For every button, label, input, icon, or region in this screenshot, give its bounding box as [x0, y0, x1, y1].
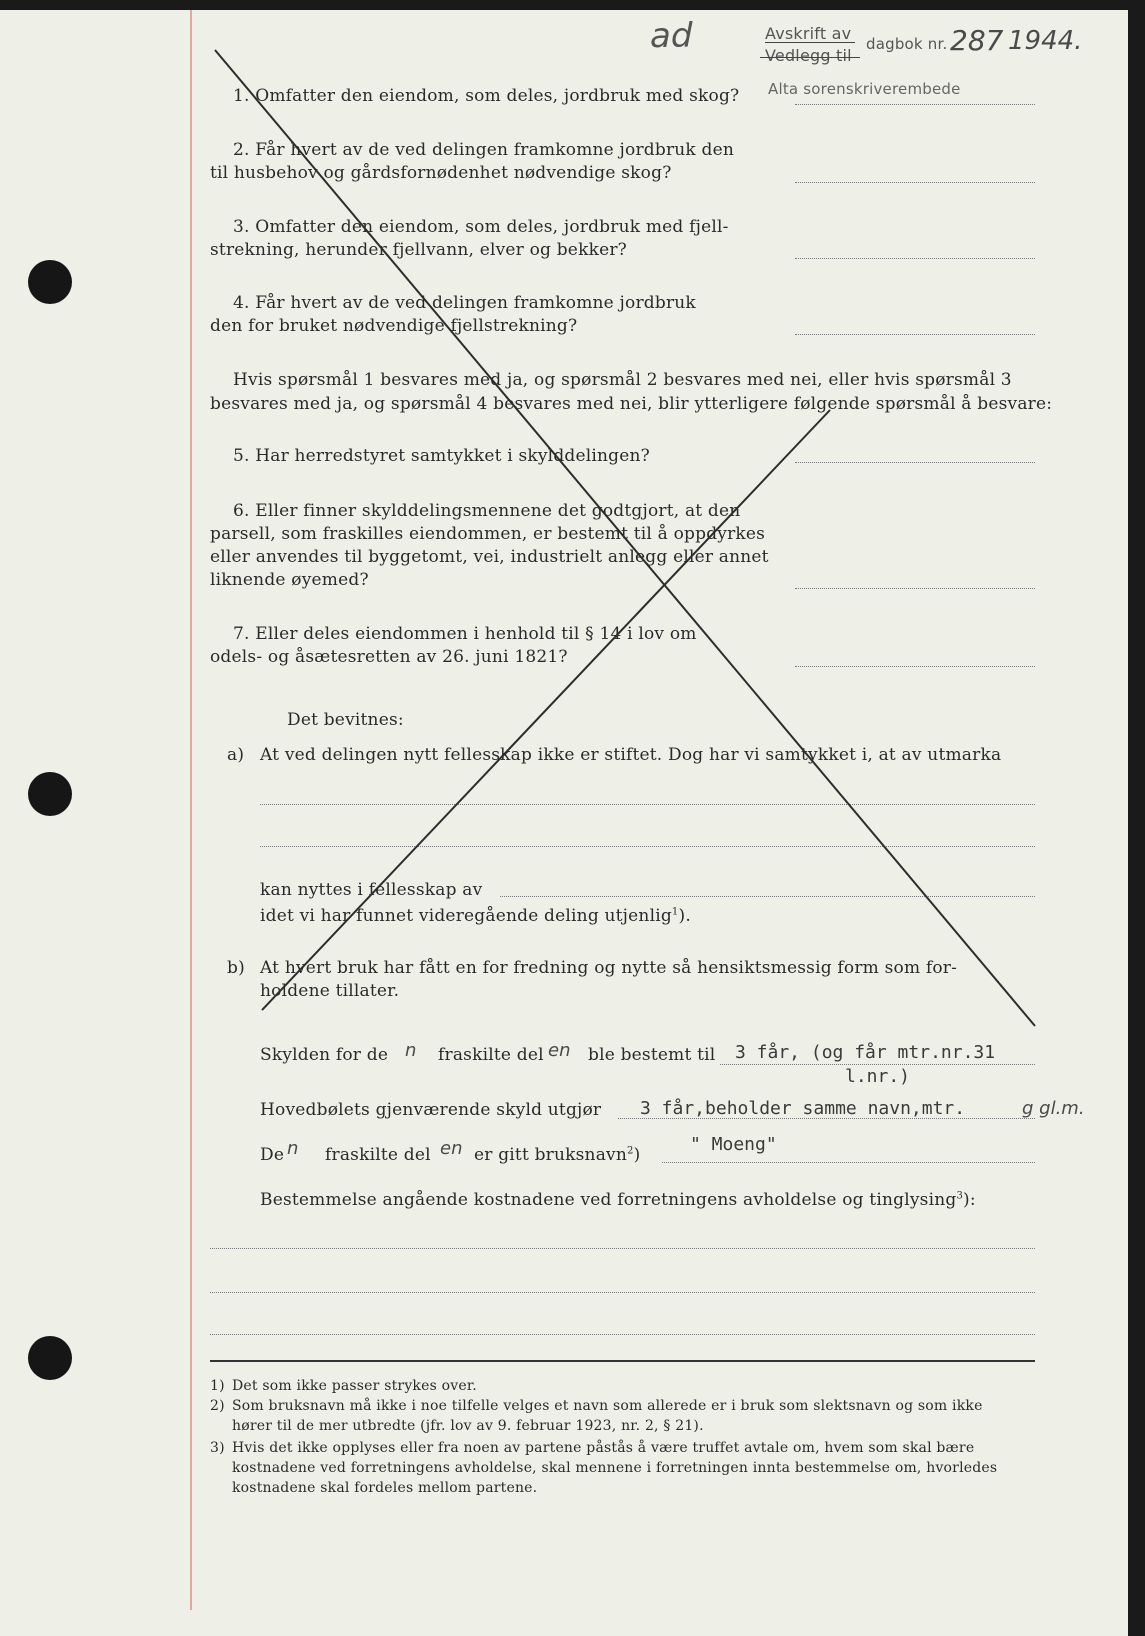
condition-line1: Hvis spørsmål 1 besvares med ja, og spørsmål 2 besvares med nei, eller hvis spørsmål 3 — [233, 370, 1012, 390]
skyld-value: 3 får, (og får mtr.nr.31 — [735, 1042, 996, 1063]
attest-a-common: kan nyttes i fellesskap av — [260, 880, 483, 900]
attest-a-label: a) — [227, 745, 245, 765]
hovedbol-label: Hovedbølets gjenværende skyld utgjør — [260, 1100, 602, 1120]
skyld-label-b: fraskilte del — [438, 1045, 544, 1065]
question-6-line2: parsell, som fraskilles eiendommen, er bestemt til å oppdyrkes — [210, 524, 766, 544]
question-6-line4: liknende øyemed? — [210, 570, 369, 590]
bruksnavn-label-c: er gitt bruksnavn$^2$) — [474, 1145, 641, 1165]
condition-line2: besvares med ja, og spørsmål 4 besvares med nei, blir ytterligere følgende spørsmål å besvare: — [210, 394, 1053, 414]
skyld-hand-n: n — [405, 1040, 417, 1061]
question-3-line1: 3. Omfatter den eiendom, som deles, jordbruk med fjell- — [233, 217, 729, 237]
skyld-hand-en: en — [548, 1040, 571, 1061]
bruksnavn-value: " Moeng" — [690, 1134, 777, 1155]
question-2-line2: til husbehov og gårdsfornødenhet nødvendige skog? — [210, 163, 672, 183]
footnote-3-line3: kostnadene skal fordeles mellom partene. — [232, 1480, 538, 1496]
question-6-line1: 6. Eller finner skylddelingsmennene det godtgjort, at den — [233, 501, 741, 521]
stamp-line2: Vedlegg til — [765, 46, 852, 65]
attest-b-line2: holdene tillater. — [260, 981, 400, 1001]
bruksnavn-label-a: De — [260, 1145, 285, 1165]
skyld-value-continued: l.nr.) — [845, 1066, 911, 1087]
attest-a-reason: idet vi har funnet videregående deling utjenlig$^1$). — [260, 906, 691, 926]
footnote-1-line1: Det som ikke passer strykes over. — [232, 1378, 477, 1394]
question-6-line3: eller anvendes til byggetomt, vei, industrielt anlegg eller annet — [210, 547, 769, 567]
question-1: 1. Omfatter den eiendom, som deles, jordbruk med skog? — [233, 86, 740, 106]
footnote-3-line1: Hvis det ikke opplyses eller fra noen av partene påstås å være truffet avtale om, hvem som skal bære — [232, 1440, 975, 1456]
question-7-line1: 7. Eller deles eiendommen i henhold til § 14 i lov om — [233, 624, 697, 644]
question-2-line1: 2. Får hvert av de ved delingen framkomne jordbruk den — [233, 140, 735, 160]
attest-b-label: b) — [227, 958, 245, 978]
dagbok-year: 1944. — [1008, 26, 1083, 56]
costs-label: Bestemmelse angående kostnadene ved forretningens avholdelse og tinglysing$^3$): — [260, 1190, 976, 1210]
hovedbol-value: 3 får,beholder samme navn,mtr. — [640, 1098, 966, 1119]
bruksnavn-hand-en: en — [440, 1138, 463, 1159]
dagbok-label: dagbok nr. — [866, 35, 948, 53]
attest-intro: Det bevitnes: — [287, 710, 404, 730]
footnote-3-line2: kostnadene ved forretningens avholdelse, skal mennene i forretningen innta bestemmelse om, hvorledes — [232, 1460, 998, 1476]
cross-stroke — [215, 50, 1035, 1026]
question-4-line2: den for bruket nødvendige fjellstrekning? — [210, 316, 578, 336]
handwritten-prefix: ad — [650, 16, 693, 56]
hovedbol-hand-note: g gl.m. — [1022, 1098, 1085, 1119]
stamp-line1: Avskrift av — [765, 24, 852, 43]
cross-stroke — [262, 410, 830, 1010]
attest-b-line1: At hvert bruk har fått en for fredning og nytte så hensiktsmessig form som for- — [260, 958, 958, 978]
bruksnavn-label-b: fraskilte del — [325, 1145, 431, 1165]
bruksnavn-hand-n: n — [287, 1138, 299, 1159]
dagbok-number: 287 — [950, 24, 1004, 57]
footnote-3-mark: 3) — [210, 1440, 225, 1456]
office-stamp: Alta sorenskriverembede — [768, 80, 961, 98]
attest-a-text: At ved delingen nytt fellesskap ikke er stiftet. Dog har vi samtykket i, at av utmarka — [260, 745, 1002, 765]
cancellation-cross — [0, 10, 1128, 1636]
question-5: 5. Har herredstyret samtykket i skylddelingen? — [233, 446, 650, 466]
question-7-line2: odels- og åsætesretten av 26. juni 1821? — [210, 647, 568, 667]
question-3-line2: strekning, herunder fjellvann, elver og bekker? — [210, 240, 627, 260]
document-page — [0, 10, 1128, 1636]
skyld-label-c: ble bestemt til — [588, 1045, 716, 1065]
footnote-1-mark: 1) — [210, 1378, 225, 1394]
skyld-label-a: Skylden for de — [260, 1045, 389, 1065]
question-4-line1: 4. Får hvert av de ved delingen framkomne jordbruk — [233, 293, 696, 313]
footnote-2-mark: 2) — [210, 1398, 225, 1414]
footnote-2-line1: Som bruksnavn må ikke i noe tilfelle velges et navn som allerede er i bruk som slektsnavn og som ikke — [232, 1398, 983, 1414]
footnote-2-line2: hører til de mer utbredte (jfr. lov av 9. februar 1923, nr. 2, § 21). — [232, 1418, 704, 1434]
